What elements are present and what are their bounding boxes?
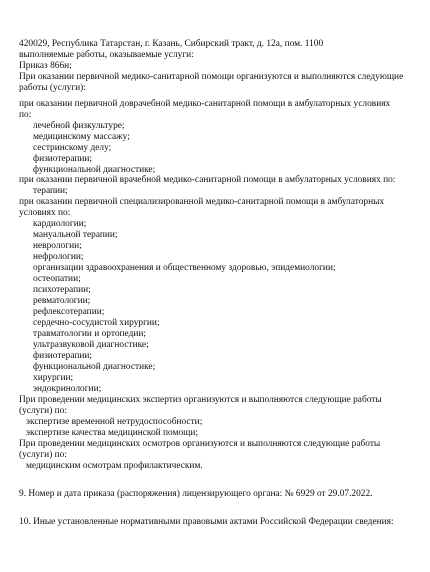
prehospital-care-heading-cont: по: bbox=[19, 110, 32, 120]
list-item: травматологии и ортопедии; bbox=[33, 329, 146, 339]
list-item: психотерапии; bbox=[33, 285, 91, 295]
address-line: 420029, Республика Татарстан, г. Казань, Сибирский тракт, д. 12а, пом. 1100 bbox=[19, 39, 324, 49]
list-item: кардиологии; bbox=[33, 219, 87, 229]
list-item: рефлексотерапии; bbox=[33, 307, 105, 317]
examinations-heading-cont: (услуги) по: bbox=[19, 450, 67, 460]
list-item: терапии; bbox=[33, 186, 68, 196]
list-item: остеопатии; bbox=[33, 274, 81, 284]
list-item: хирургии; bbox=[33, 373, 74, 383]
list-item: неврологии; bbox=[33, 241, 82, 251]
expertise-heading-cont: (услуги) по: bbox=[19, 406, 67, 416]
primary-care-intro-cont: работы (услуги): bbox=[19, 83, 86, 93]
specialized-care-heading-cont: условиях по: bbox=[19, 208, 71, 218]
list-item: сестринскому делу; bbox=[33, 143, 112, 153]
list-item: организации здравоохранения и общественному здоровью, эпидемиологии; bbox=[33, 263, 336, 273]
examinations-heading: При проведении медицинских осмотров организуются и выполняются следующие работы bbox=[19, 439, 381, 449]
other-info-section: 10. Иные установленные нормативными правовыми актами Российской Федерации сведения: bbox=[19, 517, 394, 527]
list-item: функциональной диагностике; bbox=[33, 362, 156, 372]
order-number-section: 9. Номер и дата приказа (распоряжения) лицензирующего органа: № 6929 от 29.07.2022. bbox=[19, 489, 373, 499]
list-item: экспертизе качества медицинской помощи; bbox=[26, 428, 199, 438]
list-item: ревматологии; bbox=[33, 296, 91, 306]
list-item: медицинскому массажу; bbox=[33, 132, 130, 142]
primary-care-intro: При оказании первичной медико-санитарной помощи организуются и выполняются следующие bbox=[19, 72, 404, 82]
expertise-heading: При проведении медицинских экспертиз организуются и выполняются следующие работы bbox=[19, 395, 382, 405]
specialized-care-heading: при оказании первичной специализированной медико-санитарной помощи в амбулаторных bbox=[19, 197, 385, 207]
list-item: физиотерапии; bbox=[33, 154, 93, 164]
list-item: сердечно-сосудистой хирургии; bbox=[33, 318, 160, 328]
list-item: медицинским осмотрам профилактическим. bbox=[26, 461, 203, 471]
services-heading: выполняемые работы, оказываемые услуги: bbox=[19, 50, 194, 60]
list-item: экспертизе временной нетрудоспособности; bbox=[26, 417, 203, 427]
list-item: мануальной терапии; bbox=[33, 230, 118, 240]
list-item: физиотерапии; bbox=[33, 351, 93, 361]
physician-care-heading: при оказании первичной врачебной медико-санитарной помощи в амбулаторных условиях по: bbox=[19, 175, 396, 185]
list-item: нефрологии; bbox=[33, 252, 84, 262]
list-item: эндокринологии; bbox=[33, 384, 102, 394]
order-reference: Приказ 866н; bbox=[19, 61, 72, 71]
list-item: лечебной физкультуре; bbox=[33, 121, 125, 131]
list-item: ультразвуковой диагностике; bbox=[33, 340, 149, 350]
prehospital-care-heading: при оказании первичной доврачебной медико-санитарной помощи в амбулаторных условиях bbox=[19, 99, 391, 109]
list-item: функциональной диагностике; bbox=[33, 165, 156, 175]
